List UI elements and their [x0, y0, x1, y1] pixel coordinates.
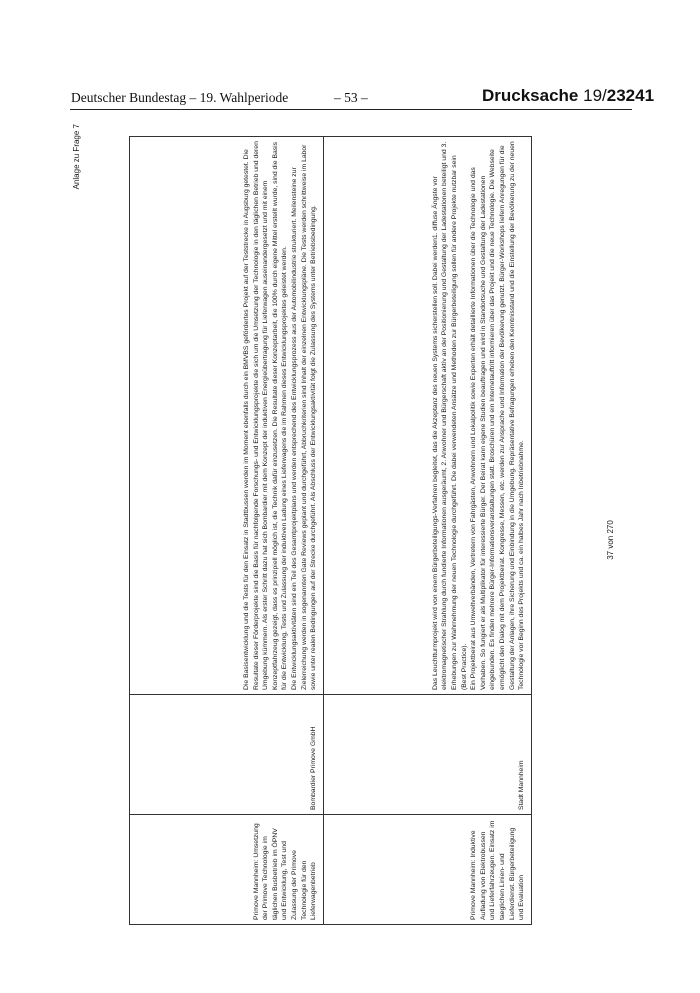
project-title-cell: Primove Mannheim: Umsetzung der Primove Technologie im täglichen Busbetrieb im ÖPNV und Entwicklung, Test und Zulassung der Primove Technologie für den Lieferwagenbetrieb: [130, 815, 324, 925]
header-drucksache-number: 23241: [606, 86, 655, 105]
project-table: [129, 136, 532, 925]
project-title-cell: Primove Mannheim: Induktive Aufladung von Elektrobussen und Lieferfahrzeugen. Einsatz im taeglichen Linien- und Lieferdienst. Bürgerbeteiligung und Evaluation: [324, 815, 532, 925]
project-partner-cell: Bombardier Primove GmbH: [130, 695, 324, 815]
table-row: [324, 137, 532, 925]
header-document-number: [482, 86, 654, 106]
description-paragraph: Ein Projektbeirat aus Umweltverbänden, Vertretern von Fahrgästen, Anwohnern und Lokalpolitik sowie Experten erhält detaillierte Informationen über die Technologie und das Vorhaben. So fungiert er als Multiplikator für interessierte Bürger. Der Beirat kann eigene Studien beauftragen und wird in Standortsuche und Gestaltung der Ladestationen eingebunden. Es finden mehrere Bürger-Informationsveranstaltungen statt. Broschüren und ein Internetauftritt informieren über das Projekt und die neue Technologie. Die Webseite ermöglicht den Dialog mit dem Projektbeirat. Kongresse, Messen, etc. werden zur Ansprache und Information der Bevölkerung genutzt. Bürger-Workshops liefern Anregungen für die Gestaltung der Anlagen, ihre Sicherung und Einbindung in die Umgebung. Repräsentative Befragungen erheben den Kenntnisstand und die Einstellung der Bevölkerung zu der neuen Technologie vor Beginn des Projekts und ca. ein halbes Jahr nach Inbetriebnahme.: [470, 141, 526, 690]
project-description-cell: [130, 137, 324, 695]
description-paragraph: Die Entwicklungsaktivitäten sind ein Teil des Gesamtprojektplans und werden entsprechend des Entwicklungsprozess aus der Automobilindustrie strukturiert. Meilensteine zur Zielerreichung werden in sogenannten Gate Reviews geplant und durchgeführt, Abbruchkriterien sind Inhalt der einzelnen Entwicklungspläne. Die Tests werden schrittweise im Labor sowie unter realen Bedingungen auf der Strecke durchgeführt. Als Abschluss der Entwicklungsaktivität folgt die Zulassung des Systems unter Betriebsbedingung.: [291, 144, 318, 690]
header-drucksache-prefix: 19/: [583, 86, 607, 105]
rotated-landscape-page: [70, 120, 630, 960]
project-partner-cell: Stadt Mannheim: [324, 695, 532, 815]
header-drucksache-label: Drucksache: [482, 86, 579, 105]
annex-label: Anlage zu Frage 7: [72, 124, 81, 190]
header-rule: [70, 109, 632, 110]
table-row: [130, 137, 324, 925]
page-header: [0, 0, 700, 120]
project-description-cell: [324, 137, 532, 695]
description-paragraph: Das Leuchtturmprojekt wird von einem Bürgerbeteiligungs-Verfahren begleitet, das die Akzeptanz des neuen Systems sicherstellen soll. Dabei werden1. diffuse Ängste vor elektromagnetischer Strahlung durch fundierte Informationen ausgeräumt, 2. Anwohner und Bürgerschaft aktiv an der Positionierung und Gestaltung der Ladestationen beteiligt und 3. Erhebungen zur Wahrnehmung der neuen Technologie durchgeführt. Die dabei verwendeten Ansätze und Methoden zur Bürgerbeteiligung sollen für andere Projekte nutzbar sein (Best Practice).: [431, 141, 468, 690]
header-page-number: – 53 –: [334, 90, 368, 105]
header-parliament-period: Deutscher Bundestag – 19. Wahlperiode: [71, 90, 289, 105]
description-paragraph: Die Basisentwicklung und die Tests für den Einsatz in Stadtbussen werden im Moment ebenfalls durch ein BMVBS gefördertes Projekt auf der Teststrecke in Augsburg getestet. Die Resultate dieser Förderprojekte sind die Basis für nachfolgende Forschungs- und Entwicklungsprojekte die sich um die Umsetzung der Technologie in den täglichen Betrieb und deren Umgebung kümmern. Als erster Schritt dazu hat sich Bombardier mit dem Konzept der induktiven Energieübertragung für Lieferwagen auseinandergesetzt und mit einem Konzeptfahrzeug gezeigt, dass es prinzipiell möglich ist, die Technik dafür einzusetzen. Die Resultate dieser Konzeptarbeit, die 100% durch eigene Mittel erstellt wurde, sind die Basis für die Entwicklung, Tests und Zulassung der induktiven Ladung eines Lieferwagens die im Rahmen dieses Entwicklungsprojektes geleistet werden.: [242, 141, 289, 690]
page-count: 37 von 270: [606, 520, 615, 560]
